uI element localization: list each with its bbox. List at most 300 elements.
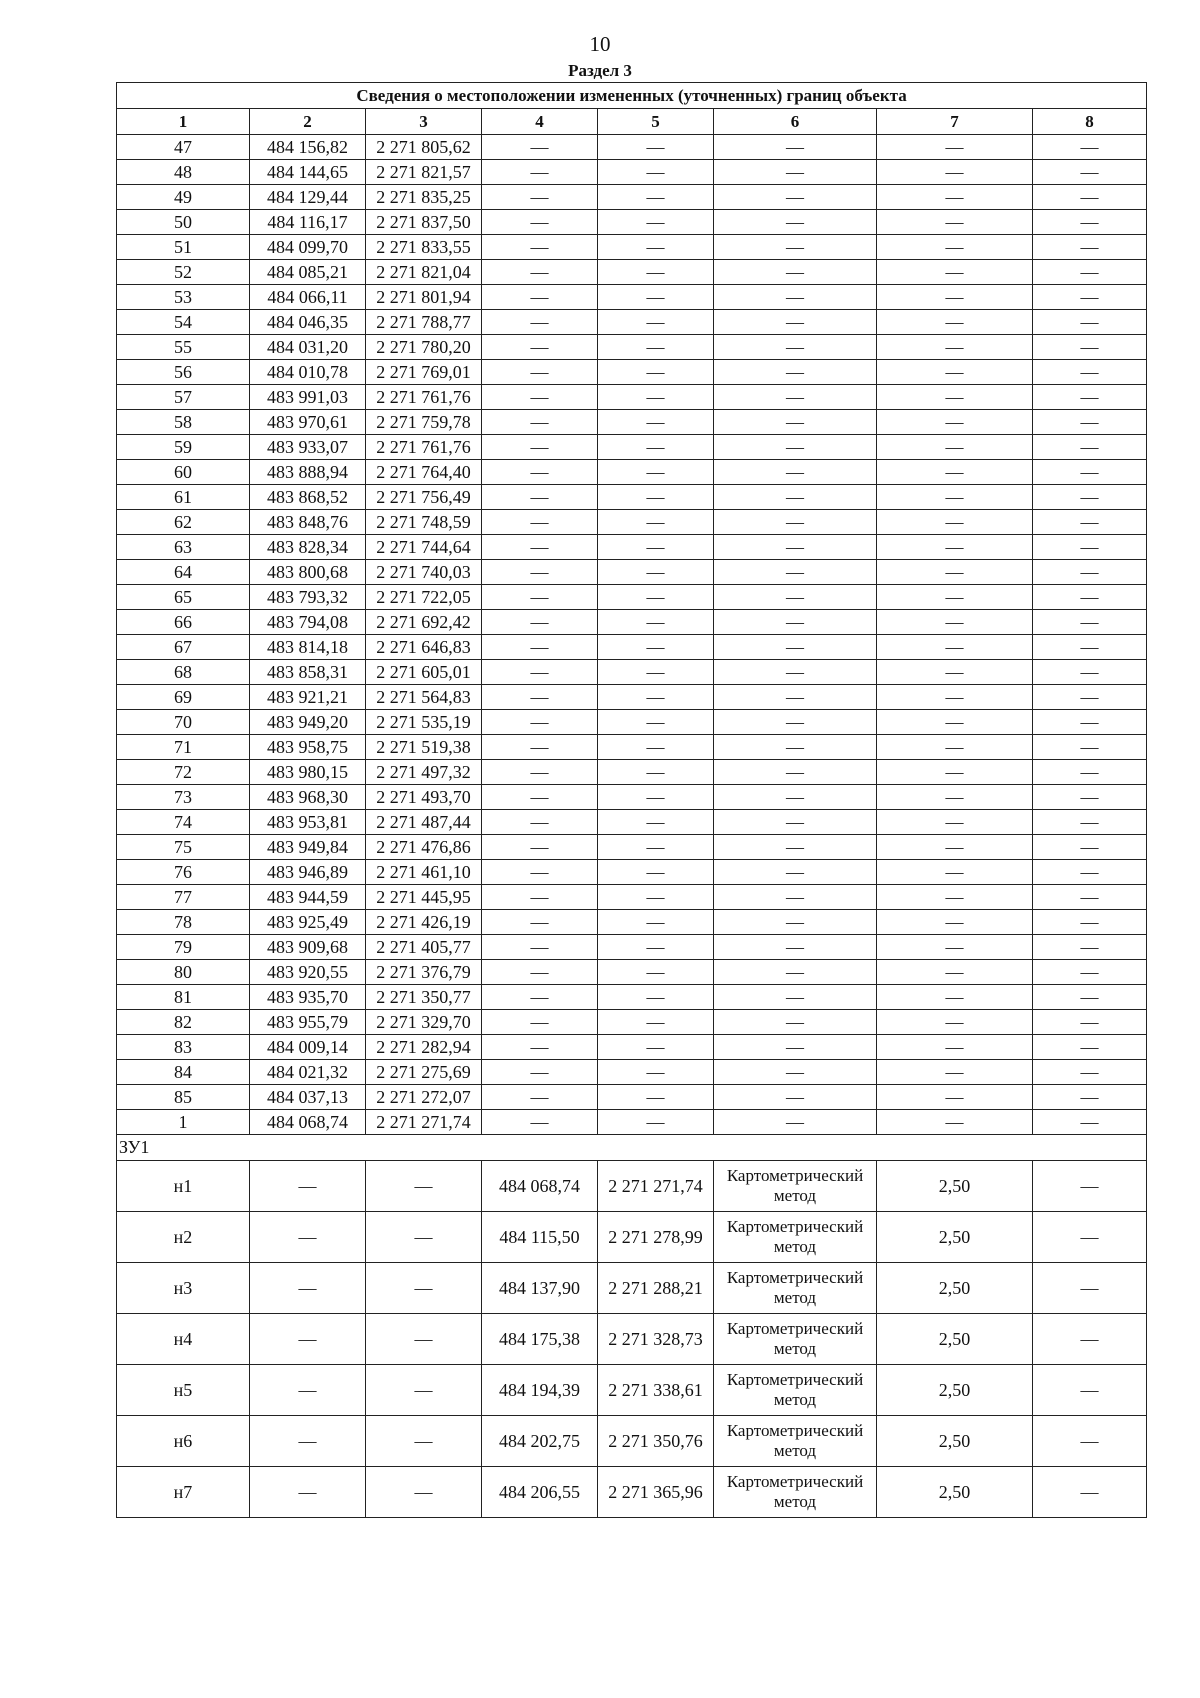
table-cell: — [1033, 1110, 1147, 1135]
table-cell: — [482, 685, 598, 710]
table-cell: — [598, 210, 714, 235]
table-cell: — [482, 660, 598, 685]
table-cell: — [598, 410, 714, 435]
table-cell: — [877, 685, 1033, 710]
table-cell: 69 [117, 685, 250, 710]
table-cell: — [598, 535, 714, 560]
table-cell: — [714, 785, 877, 810]
table-cell: — [714, 960, 877, 985]
table-cell: — [1033, 660, 1147, 685]
table-cell: — [482, 260, 598, 285]
column-number: 2 [250, 109, 366, 135]
table-cell: — [598, 885, 714, 910]
table-cell: 483 949,84 [250, 835, 366, 860]
table-cell: 2 271 769,01 [366, 360, 482, 385]
table-cell: 483 868,52 [250, 485, 366, 510]
table-cell: 2 271 288,21 [598, 1263, 714, 1314]
table-cell: — [714, 710, 877, 735]
table-cell: — [482, 735, 598, 760]
table-cell: 2 271 328,73 [598, 1314, 714, 1365]
table-cell: 52 [117, 260, 250, 285]
table-cell: — [877, 610, 1033, 635]
table-row-new-point [117, 1161, 1147, 1212]
table-cell: — [714, 685, 877, 710]
table-cell: — [598, 435, 714, 460]
table-cell: — [598, 1010, 714, 1035]
table-cell: 2 271 497,32 [366, 760, 482, 785]
table-cell: — [1033, 135, 1147, 160]
table-row [117, 185, 1147, 210]
table-cell: — [1033, 585, 1147, 610]
table-cell: 484 085,21 [250, 260, 366, 285]
table-cell: — [1033, 460, 1147, 485]
table-cell: — [714, 510, 877, 535]
table-row-new-point [117, 1212, 1147, 1263]
table-cell: — [1033, 760, 1147, 785]
table-cell: 47 [117, 135, 250, 160]
section-title: Раздел 3 [568, 61, 632, 80]
table-cell: — [1033, 1467, 1147, 1518]
table-cell: 78 [117, 910, 250, 935]
table-row [117, 360, 1147, 385]
table-cell: 484 066,11 [250, 285, 366, 310]
table-cell: — [1033, 260, 1147, 285]
table-cell: 66 [117, 610, 250, 635]
table-cell: — [877, 510, 1033, 535]
table-cell: — [877, 560, 1033, 585]
table-cell: 2 271 445,95 [366, 885, 482, 910]
table-cell: — [1033, 860, 1147, 885]
table-cell: — [877, 285, 1033, 310]
table-cell: 483 888,94 [250, 460, 366, 485]
table-cell: — [598, 460, 714, 485]
table-cell: 483 858,31 [250, 660, 366, 685]
table-cell: — [598, 710, 714, 735]
table-cell: 56 [117, 360, 250, 385]
table-cell: 2,50 [877, 1161, 1033, 1212]
table-cell: — [598, 560, 714, 585]
table-cell: 77 [117, 885, 250, 910]
table-cell: — [598, 160, 714, 185]
table-cell: 484 115,50 [482, 1212, 598, 1263]
table-cell: — [714, 210, 877, 235]
table-cell: — [1033, 785, 1147, 810]
table-cell: 67 [117, 635, 250, 660]
table-cell: — [714, 810, 877, 835]
table-cell: 2 271 271,74 [366, 1110, 482, 1135]
table-row [117, 735, 1147, 760]
table-cell: — [482, 985, 598, 1010]
column-number: 1 [117, 109, 250, 135]
table-cell: 2 271 801,94 [366, 285, 482, 310]
table-cell: — [1033, 610, 1147, 635]
table-cell: — [877, 885, 1033, 910]
table-cell: 484 068,74 [250, 1110, 366, 1135]
table-cell: — [877, 960, 1033, 985]
table-row [117, 435, 1147, 460]
table-row [117, 335, 1147, 360]
table-row [117, 210, 1147, 235]
table-cell: 483 909,68 [250, 935, 366, 960]
table-cell: — [250, 1467, 366, 1518]
table-row [117, 985, 1147, 1010]
table-row-new-point [117, 1467, 1147, 1518]
table-cell: 2 271 278,99 [598, 1212, 714, 1263]
table-cell: — [482, 510, 598, 535]
table-cell: — [482, 185, 598, 210]
table-cell: 74 [117, 810, 250, 835]
table-cell: — [877, 360, 1033, 385]
table-cell: 72 [117, 760, 250, 785]
table-cell: — [482, 335, 598, 360]
table-cell: — [1033, 1314, 1147, 1365]
table-row [117, 460, 1147, 485]
table-cell: 60 [117, 460, 250, 485]
table-cell: Картометрический метод [714, 1314, 877, 1365]
table-cell: — [877, 760, 1033, 785]
table-cell: 483 980,15 [250, 760, 366, 785]
table-cell: н5 [117, 1365, 250, 1416]
table-cell: — [482, 585, 598, 610]
table-cell: 75 [117, 835, 250, 860]
table-cell: — [877, 710, 1033, 735]
table-cell: 484 137,90 [482, 1263, 598, 1314]
table-cell: 54 [117, 310, 250, 335]
table-cell: 2 271 692,42 [366, 610, 482, 635]
table-cell: 2 271 722,05 [366, 585, 482, 610]
table-cell: — [1033, 1161, 1147, 1212]
table-cell: — [714, 610, 877, 635]
table-row [117, 835, 1147, 860]
table-cell: — [482, 760, 598, 785]
table-cell: — [1033, 485, 1147, 510]
table-cell: — [877, 435, 1033, 460]
table-cell: — [482, 235, 598, 260]
table-cell: 2 271 535,19 [366, 710, 482, 735]
table-cell: — [877, 910, 1033, 935]
table-cell: — [714, 310, 877, 335]
table-cell: — [1033, 910, 1147, 935]
table-cell: — [714, 385, 877, 410]
table-cell: — [366, 1365, 482, 1416]
table-cell: — [714, 860, 877, 885]
table-cell: — [877, 210, 1033, 235]
table-cell: — [877, 585, 1033, 610]
table-cell: — [598, 1085, 714, 1110]
table-cell: — [1033, 335, 1147, 360]
table-cell: — [714, 535, 877, 560]
table-cell: 48 [117, 160, 250, 185]
table-cell: 2 271 519,38 [366, 735, 482, 760]
table-cell: — [482, 1085, 598, 1110]
table-cell: — [598, 760, 714, 785]
table-cell: — [877, 310, 1033, 335]
table-cell: 81 [117, 985, 250, 1010]
table-cell: — [1033, 685, 1147, 710]
column-number: 5 [598, 109, 714, 135]
table-cell: 1 [117, 1110, 250, 1135]
table-cell: — [877, 385, 1033, 410]
table-row [117, 610, 1147, 635]
table-cell: 484 194,39 [482, 1365, 598, 1416]
table-cell: — [598, 510, 714, 535]
table-cell: 483 794,08 [250, 610, 366, 635]
table-cell: 2 271 271,74 [598, 1161, 714, 1212]
table-cell: 483 946,89 [250, 860, 366, 885]
table-cell: — [482, 960, 598, 985]
table-row [117, 885, 1147, 910]
table-cell: — [598, 310, 714, 335]
table-cell: 76 [117, 860, 250, 885]
table-cell: 2 271 365,96 [598, 1467, 714, 1518]
table-cell: — [598, 935, 714, 960]
table-cell: 2 271 350,76 [598, 1416, 714, 1467]
table-cell: 484 175,38 [482, 1314, 598, 1365]
table-cell: — [877, 185, 1033, 210]
table-row [117, 410, 1147, 435]
table-cell: 2,50 [877, 1467, 1033, 1518]
table-cell: — [1033, 1263, 1147, 1314]
table-cell: — [482, 910, 598, 935]
table-cell: — [714, 910, 877, 935]
table-cell: н4 [117, 1314, 250, 1365]
table-cell: 2 271 426,19 [366, 910, 482, 935]
boundary-coordinates-table [116, 82, 1147, 1518]
table-cell: — [482, 435, 598, 460]
table-cell: — [1033, 235, 1147, 260]
column-number: 4 [482, 109, 598, 135]
table-cell: 85 [117, 1085, 250, 1110]
table-cell: — [482, 785, 598, 810]
table-cell: 57 [117, 385, 250, 410]
table-cell: 2 271 605,01 [366, 660, 482, 685]
table-cell: 483 991,03 [250, 385, 366, 410]
table-cell: 79 [117, 935, 250, 960]
table-cell: — [1033, 810, 1147, 835]
table-cell: н7 [117, 1467, 250, 1518]
table-cell: 2 271 764,40 [366, 460, 482, 485]
table-cell: 484 206,55 [482, 1467, 598, 1518]
table-cell: 2,50 [877, 1365, 1033, 1416]
table-cell: 2 271 837,50 [366, 210, 482, 235]
table-cell: — [1033, 1212, 1147, 1263]
table-cell: — [714, 160, 877, 185]
table-cell: — [877, 235, 1033, 260]
table-row-new-point [117, 1314, 1147, 1365]
table-cell: — [877, 460, 1033, 485]
table-cell: — [366, 1314, 482, 1365]
table-cell: — [250, 1161, 366, 1212]
table-cell: — [877, 1085, 1033, 1110]
table-cell: 2 271 564,83 [366, 685, 482, 710]
page-number: 10 [589, 32, 611, 56]
table-row [117, 1085, 1147, 1110]
table-cell: 68 [117, 660, 250, 685]
table-cell: 62 [117, 510, 250, 535]
table-cell: — [366, 1416, 482, 1467]
table-row [117, 660, 1147, 685]
table-cell: — [714, 235, 877, 260]
table-cell: — [598, 735, 714, 760]
table-cell: — [482, 310, 598, 335]
column-number: 8 [1033, 109, 1147, 135]
table-row [117, 560, 1147, 585]
table-cell: — [714, 560, 877, 585]
table-cell: 2 271 350,77 [366, 985, 482, 1010]
table-cell: — [1033, 185, 1147, 210]
table-cell: — [482, 885, 598, 910]
table-cell: 483 958,75 [250, 735, 366, 760]
table-cell: — [714, 1060, 877, 1085]
table-cell: 483 920,55 [250, 960, 366, 985]
table-cell: — [1033, 310, 1147, 335]
table-cell: — [1033, 1035, 1147, 1060]
table-cell: — [482, 460, 598, 485]
table-cell: — [598, 385, 714, 410]
table-cell: Картометрический метод [714, 1161, 877, 1212]
table-cell: — [877, 335, 1033, 360]
table-row-new-point [117, 1416, 1147, 1467]
table-cell: — [1033, 435, 1147, 460]
table-cell: 2 271 788,77 [366, 310, 482, 335]
table-cell: — [1033, 885, 1147, 910]
table-cell: — [1033, 285, 1147, 310]
table-cell: — [598, 685, 714, 710]
table-cell: 73 [117, 785, 250, 810]
table-cell: — [482, 485, 598, 510]
table-cell: 483 935,70 [250, 985, 366, 1010]
table-cell: — [1033, 1365, 1147, 1416]
table-cell: — [250, 1314, 366, 1365]
table-cell: — [250, 1212, 366, 1263]
table-cell: — [1033, 385, 1147, 410]
table-cell: — [482, 1110, 598, 1135]
table-cell: — [1033, 735, 1147, 760]
table-row [117, 535, 1147, 560]
table-cell: — [877, 860, 1033, 885]
table-cell: — [598, 810, 714, 835]
table-cell: 82 [117, 1010, 250, 1035]
table-cell: 2 271 275,69 [366, 1060, 482, 1085]
table-cell: — [877, 935, 1033, 960]
table-cell: 49 [117, 185, 250, 210]
table-row [117, 385, 1147, 410]
table-cell: — [1033, 1085, 1147, 1110]
table-cell: 484 202,75 [482, 1416, 598, 1467]
table-row [117, 135, 1147, 160]
table-cell: 483 953,81 [250, 810, 366, 835]
table-cell: 2 271 756,49 [366, 485, 482, 510]
table-cell: — [714, 660, 877, 685]
table-cell: — [1033, 510, 1147, 535]
table-cell: — [1033, 835, 1147, 860]
table-row [117, 310, 1147, 335]
table-cell: — [482, 360, 598, 385]
table-cell: — [714, 1085, 877, 1110]
table-row [117, 810, 1147, 835]
table-row [117, 785, 1147, 810]
table-cell: — [714, 1035, 877, 1060]
table-cell: — [714, 460, 877, 485]
table-cell: — [1033, 535, 1147, 560]
table-cell: — [877, 810, 1033, 835]
table-row [117, 1010, 1147, 1035]
table-cell: — [598, 135, 714, 160]
table-cell: — [877, 785, 1033, 810]
table-cell: — [714, 985, 877, 1010]
table-cell: — [250, 1263, 366, 1314]
table-cell: — [598, 585, 714, 610]
table-cell: — [714, 935, 877, 960]
table-cell: — [877, 660, 1033, 685]
table-cell: 484 037,13 [250, 1085, 366, 1110]
table-cell: — [366, 1467, 482, 1518]
table-row-new-point [117, 1263, 1147, 1314]
table-cell: 50 [117, 210, 250, 235]
table-cell: 484 046,35 [250, 310, 366, 335]
table-cell: — [714, 335, 877, 360]
table-row [117, 710, 1147, 735]
table-cell: — [482, 285, 598, 310]
table-cell: 2 271 805,62 [366, 135, 482, 160]
table-row [117, 910, 1147, 935]
table-cell: 64 [117, 560, 250, 585]
table-row [117, 510, 1147, 535]
table-row-new-point [117, 1365, 1147, 1416]
table-cell: Картометрический метод [714, 1263, 877, 1314]
table-cell: — [714, 835, 877, 860]
table-cell: — [714, 735, 877, 760]
table-cell: — [598, 260, 714, 285]
table-cell: 484 129,44 [250, 185, 366, 210]
table-cell: — [877, 1060, 1033, 1085]
table-cell: 2 271 646,83 [366, 635, 482, 660]
table-cell: 2,50 [877, 1314, 1033, 1365]
table-cell: — [877, 735, 1033, 760]
table-caption-row [117, 83, 1147, 109]
table-cell: 2 271 833,55 [366, 235, 482, 260]
column-number: 6 [714, 109, 877, 135]
table-cell: — [714, 260, 877, 285]
table-cell: — [877, 160, 1033, 185]
table-cell: — [482, 410, 598, 435]
table-cell: — [482, 135, 598, 160]
table-cell: 65 [117, 585, 250, 610]
table-cell: — [1033, 360, 1147, 385]
table-cell: — [714, 135, 877, 160]
table-cell: 483 921,21 [250, 685, 366, 710]
table-row [117, 160, 1147, 185]
table-cell: — [366, 1263, 482, 1314]
table-caption: Сведения о местоположении измененных (уточненных) границ объекта [117, 83, 1147, 109]
table-cell: — [877, 985, 1033, 1010]
table-cell: 483 814,18 [250, 635, 366, 660]
table-cell: — [598, 660, 714, 685]
table-cell: 484 156,82 [250, 135, 366, 160]
table-cell: — [598, 185, 714, 210]
table-cell: 483 970,61 [250, 410, 366, 435]
table-row [117, 285, 1147, 310]
table-cell: 2,50 [877, 1212, 1033, 1263]
table-row [117, 1110, 1147, 1135]
table-cell: 71 [117, 735, 250, 760]
table-cell: 483 949,20 [250, 710, 366, 735]
table-cell: — [598, 610, 714, 635]
table-cell: 53 [117, 285, 250, 310]
table-cell: 58 [117, 410, 250, 435]
table-cell: 484 031,20 [250, 335, 366, 360]
table-cell: — [482, 835, 598, 860]
